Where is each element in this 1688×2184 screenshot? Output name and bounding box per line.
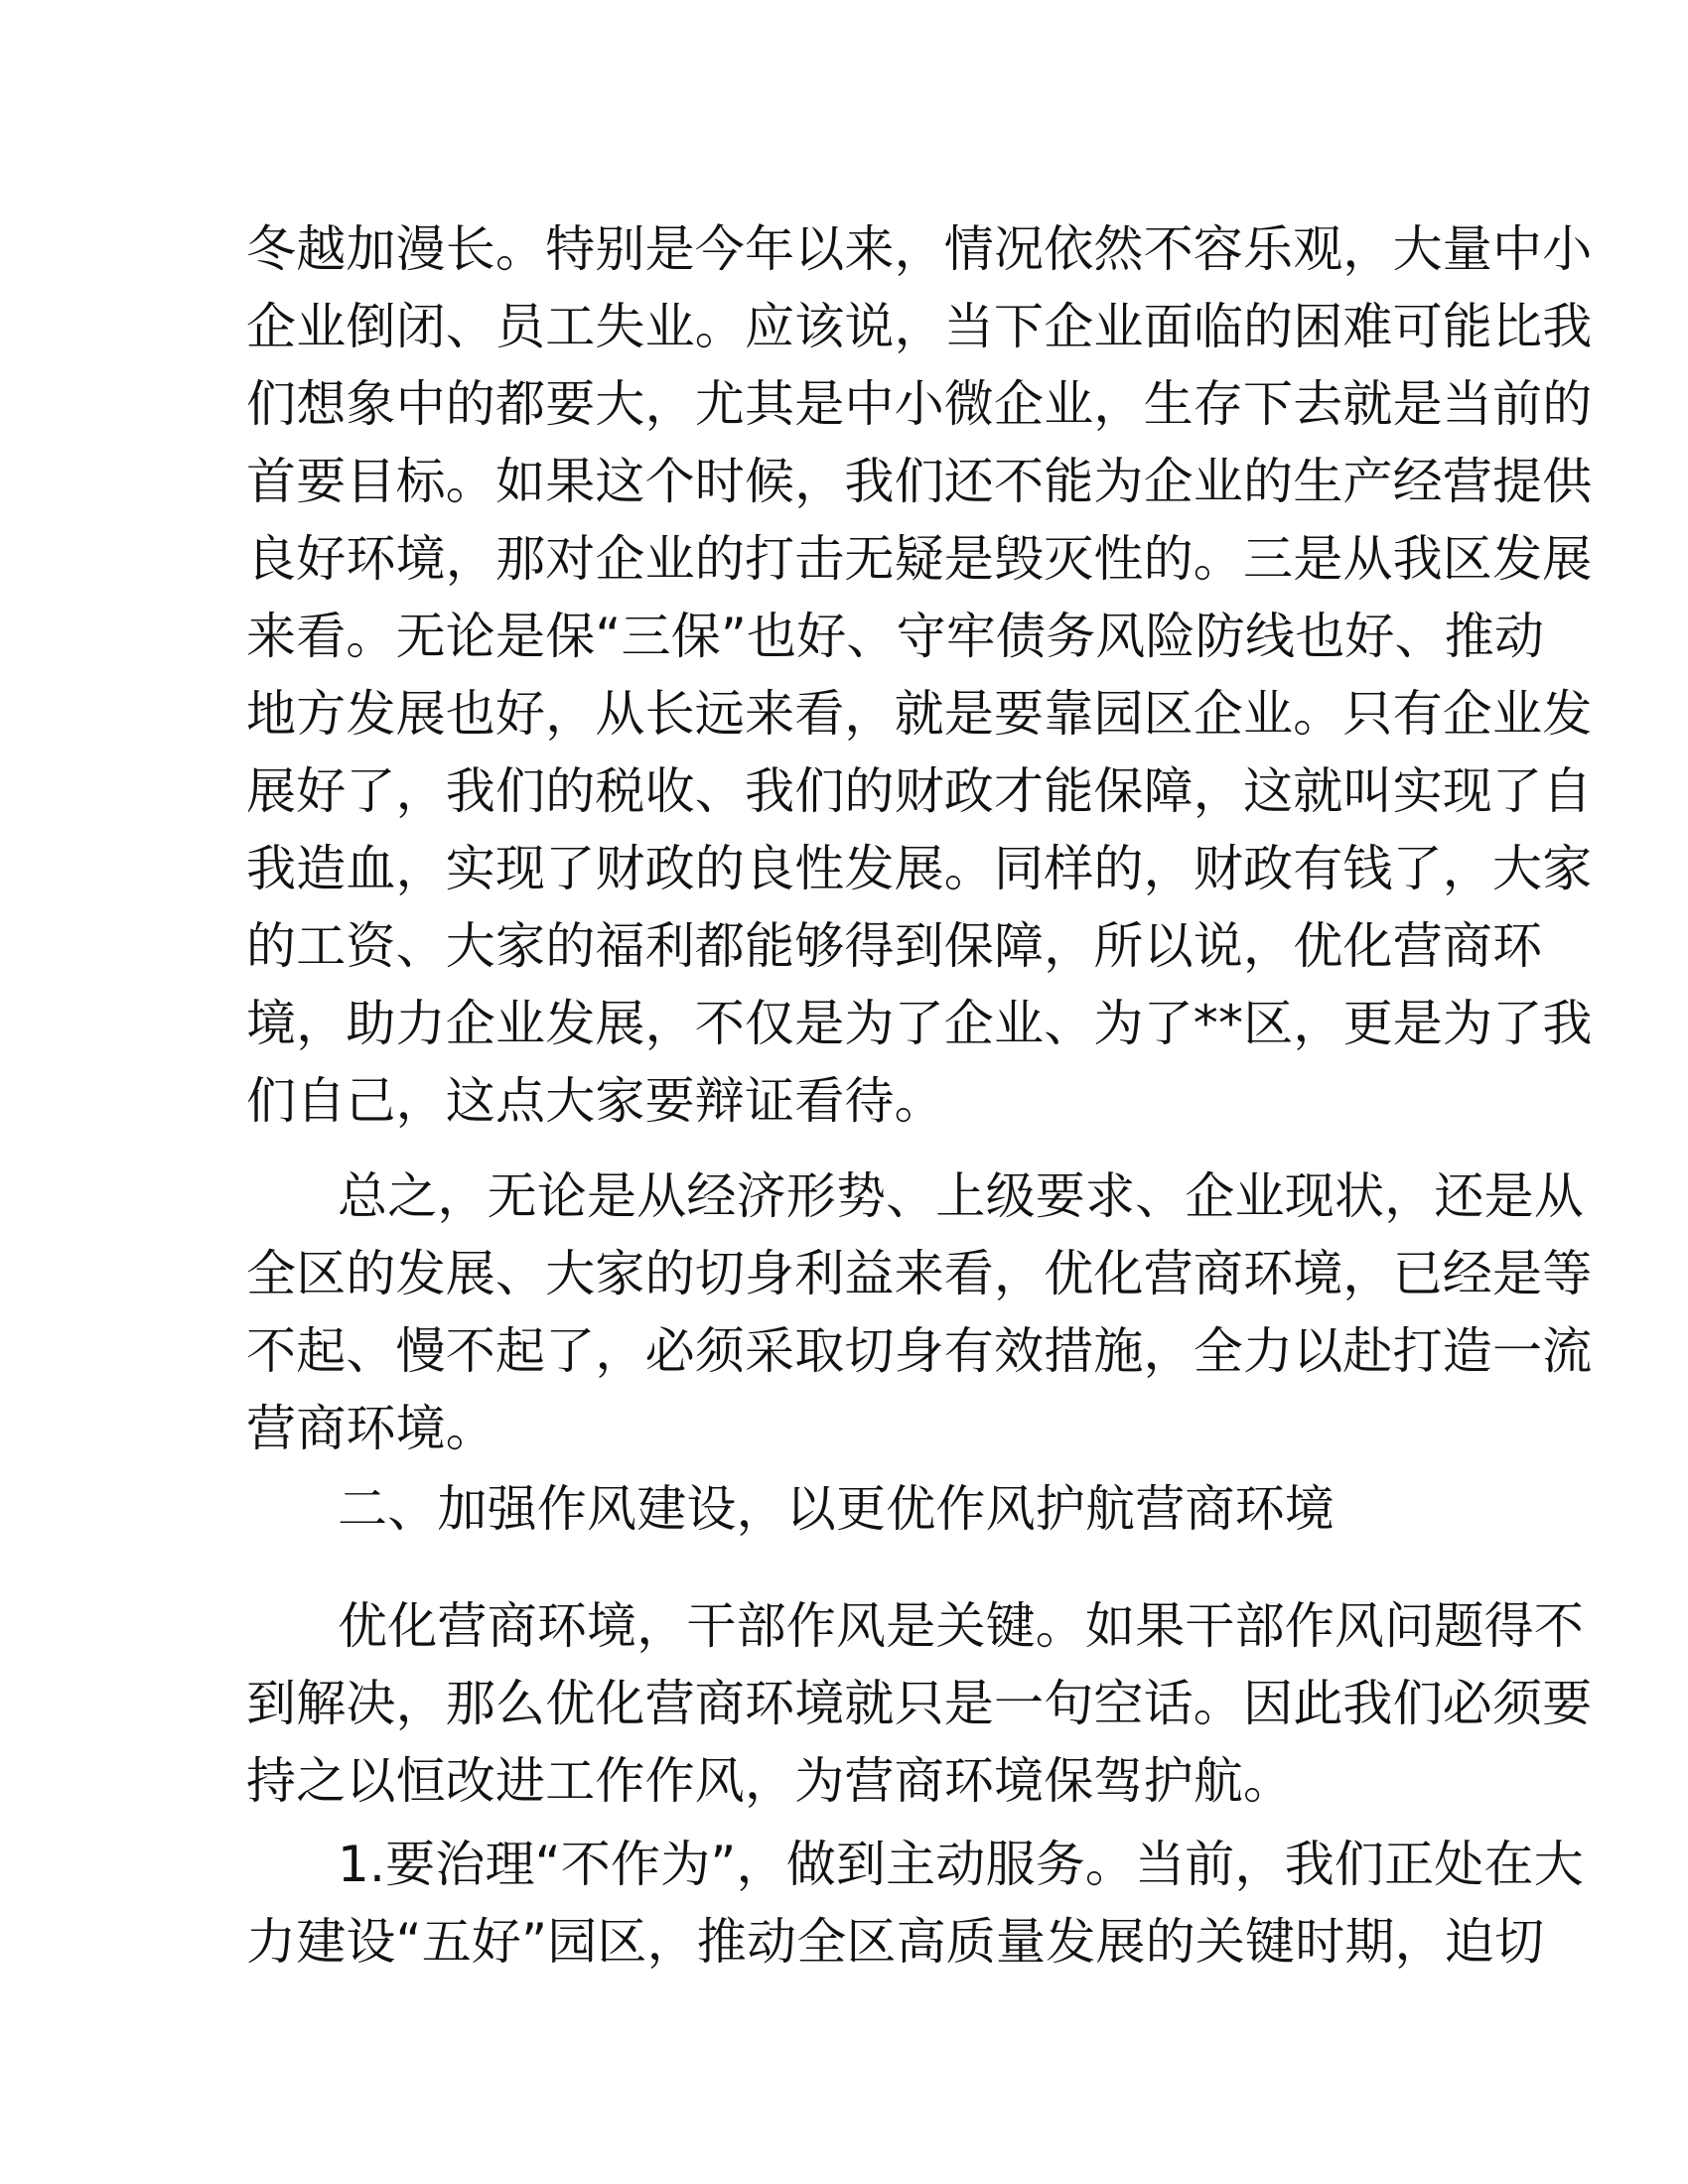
text-line: 企业倒闭、员工失业。应该说，当下企业面临的困难可能比我 <box>246 298 1593 355</box>
paragraph-continuation <box>246 210 1593 1140</box>
text-line: 全区的发展、大家的切身利益来看，优化营商环境，已经是等 <box>246 1245 1593 1302</box>
text-line: 1.要治理“不作为”，做到主动服务。当前，我们正处在大 <box>338 1836 1584 1893</box>
text-line: 持之以恒改进工作作风，为营商环境保驾护航。 <box>246 1752 1294 1810</box>
text-line: 来看。无论是保“三保”也好、守牢债务风险防线也好、推动 <box>246 608 1545 665</box>
text-line: 首要目标。如果这个时候，我们还不能为企业的生产经营提供 <box>246 453 1593 510</box>
text-line: 营商环境。 <box>246 1400 495 1457</box>
text-line: 冬越加漫长。特别是今年以来，情况依然不容乐观，大量中小 <box>246 220 1593 278</box>
section-heading <box>246 1470 1442 1548</box>
heading-text: 二、加强作风建设，以更优作风护航营商环境 <box>338 1480 1335 1538</box>
text-line: 良好环境，那对企业的打击无疑是毁灭性的。三是从我区发展 <box>246 530 1593 588</box>
paragraph-item-1 <box>246 1826 1584 1980</box>
text-line: 们自己，这点大家要辩证看待。 <box>246 1072 944 1130</box>
text-line: 到解决，那么优化营商环境就只是一句空话。因此我们必须要 <box>246 1675 1593 1732</box>
text-line: 力建设“五好”园区，推动全区高质量发展的关键时期，迫切 <box>246 1913 1545 1971</box>
text-line: 优化营商环境，干部作风是关键。如果干部作风问题得不 <box>338 1597 1584 1655</box>
text-line: 地方发展也好，从长远来看，就是要靠园区企业。只有企业发 <box>246 685 1593 743</box>
text-line: 的工资、大家的福利都能够得到保障，所以说，优化营商环 <box>246 917 1543 975</box>
paragraph-summary <box>246 1158 1593 1467</box>
text-line: 展好了，我们的税收、我们的财政才能保障，这就叫实现了自 <box>246 762 1593 820</box>
paragraph-style-key <box>246 1587 1593 1820</box>
text-line: 不起、慢不起了，必须采取切身有效措施，全力以赴打造一流 <box>246 1322 1593 1380</box>
text-line: 我造血，实现了财政的良性发展。同样的，财政有钱了，大家 <box>246 840 1593 897</box>
text-line: 们想象中的都要大，尤其是中小微企业，生存下去就是当前的 <box>246 375 1593 433</box>
text-line: 境，助力企业发展，不仅是为了企业、为了**区，更是为了我 <box>246 995 1593 1052</box>
text-line: 总之，无论是从经济形势、上级要求、企业现状，还是从 <box>338 1167 1584 1225</box>
